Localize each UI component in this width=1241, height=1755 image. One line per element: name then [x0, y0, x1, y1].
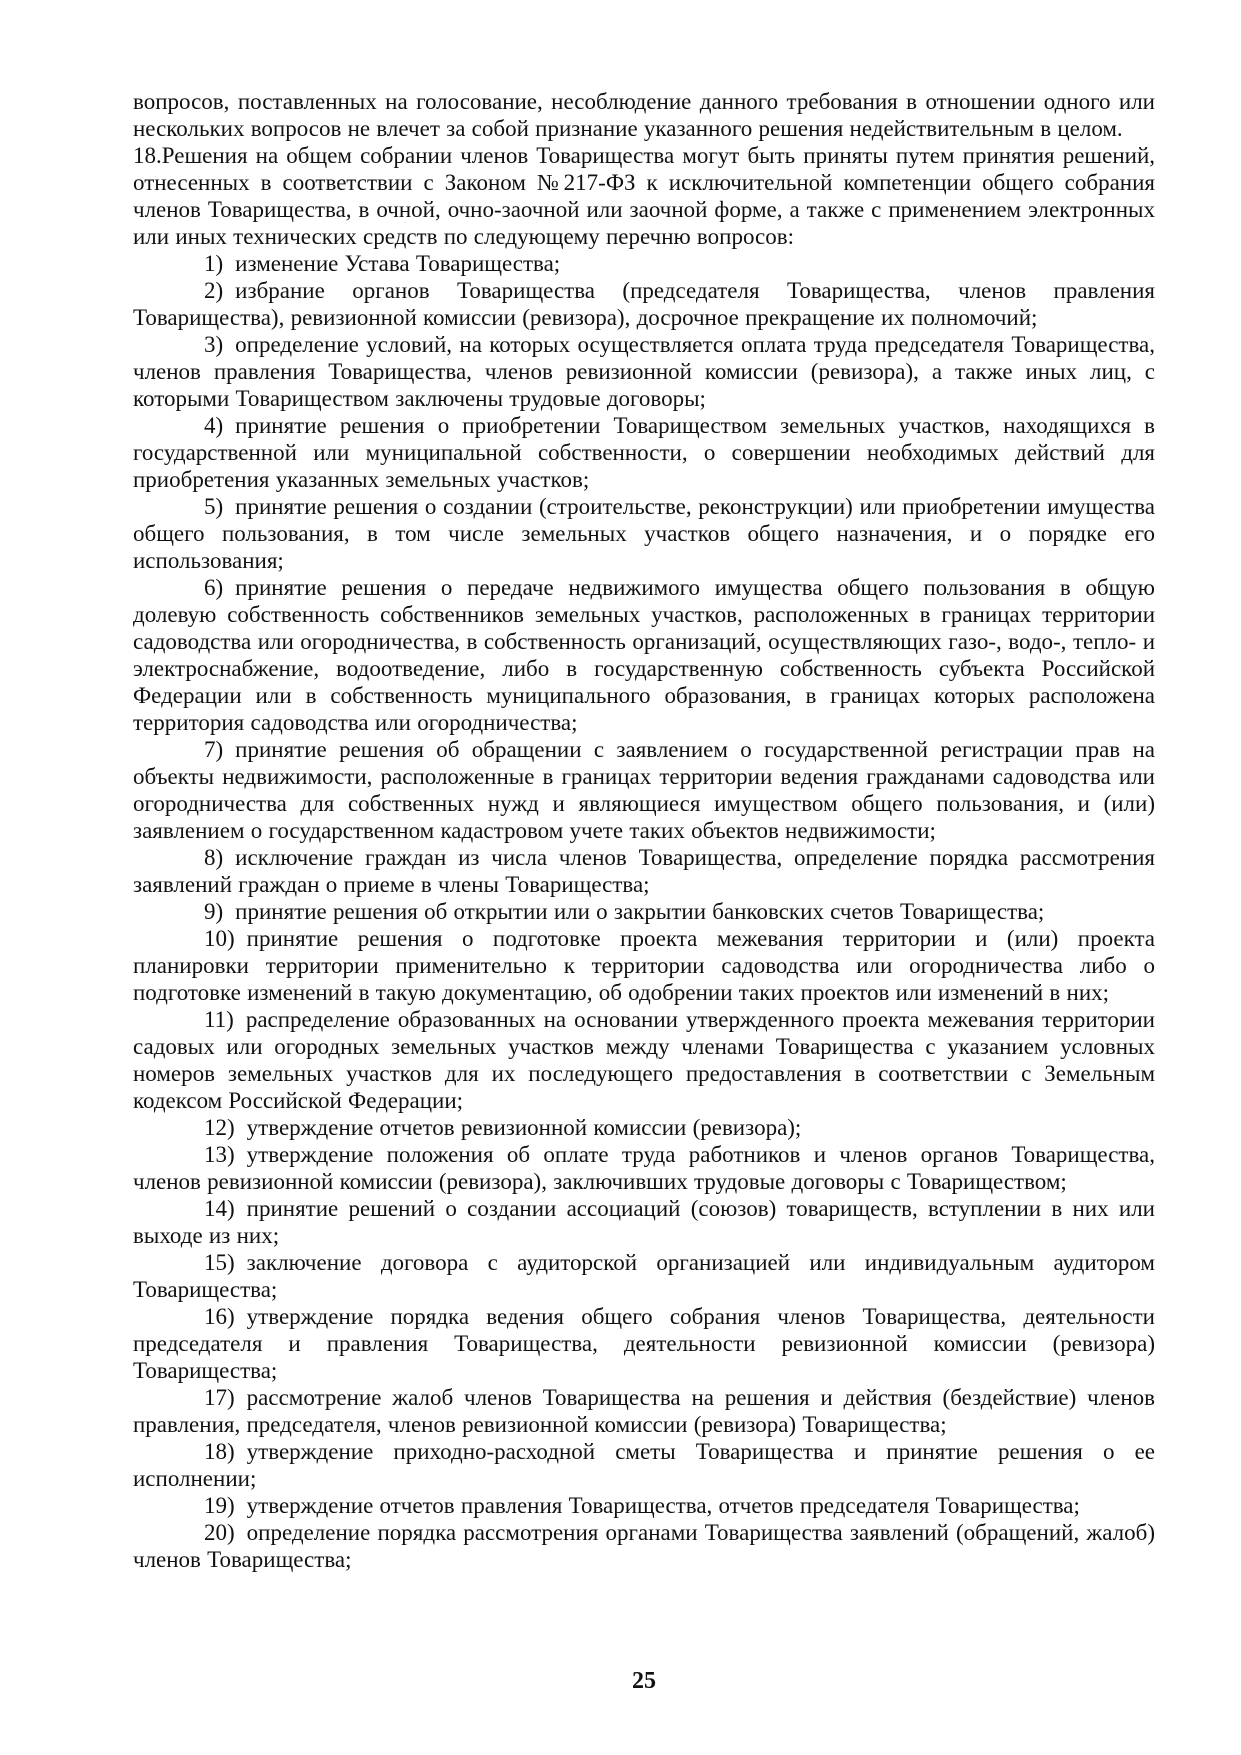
list-item-14: 14) принятие решений о создании ассоциаций (союзов) товариществ, вступлении в них или выходе из них;: [133, 1196, 1155, 1248]
numbered-items-list: [133, 250, 1155, 1573]
list-item-1: 1) изменение Устава Товарищества;: [204, 251, 561, 276]
list-item-4: 4) принятие решения о приобретении Товариществом земельных участков, находящихся в государственной или муниципальной собственности, о совершении необходимых действий для приобретения указанных земельных участков;: [133, 413, 1155, 492]
list-item-16: 16) утверждение порядка ведения общего собрания членов Товарищества, деятельности председателя и правления Товарищества, деятельности ревизионной комиссии (ревизора) Товарищества;: [133, 1304, 1155, 1383]
list-item-20: 20) определение порядка рассмотрения органами Товарищества заявлений (обращений, жалоб) членов Товарищества;: [133, 1520, 1155, 1572]
list-item-8: 8) исключение граждан из числа членов Товарищества, определение порядка рассмотрения заявлений граждан о приеме в члены Товарищества;: [133, 845, 1155, 897]
item-number: 13): [204, 1142, 235, 1167]
item-number: 8): [204, 845, 224, 870]
item-number: 11): [204, 1007, 234, 1032]
item-number: 2): [204, 278, 224, 303]
item-number: 15): [204, 1250, 235, 1275]
list-item-7: 7) принятие решения об обращении с заявлением о государственной регистрации прав на объекты недвижимости, расположенные в границах территории ведения гражданами садоводства или огородничества для собственных нужд и являющиеся имуществом общего пользования, и (или) заявлением о государственном кадастровом учете таких объектов недвижимости;: [133, 737, 1155, 843]
list-item-10: 10) принятие решения о подготовке проекта межевания территории и (или) проекта планировки территории применительно к территории садоводства или огородничества либо о подготовке изменений в такую документацию, об одобрении таких проектов или изменений в них;: [133, 926, 1155, 1005]
list-item-2: 2) избрание органов Товарищества (председателя Товарищества, членов правления Товарищества), ревизионной комиссии (ревизора), досрочное прекращение их полномочий;: [133, 278, 1155, 330]
list-item-3: 3) определение условий, на которых осуществляется оплата труда председателя Товарищества, членов правления Товарищества, членов ревизионной комиссии (ревизора), а также иных лиц, с которыми Товариществом заключены трудовые договоры;: [133, 332, 1155, 411]
item-number: 3): [204, 332, 224, 357]
item-number: 5): [204, 494, 224, 519]
list-item-13: 13) утверждение положения об оплате труда работников и членов органов Товарищества, членов ревизионной комиссии (ревизора), заключивших трудовые договоры с Товариществом;: [133, 1142, 1155, 1194]
item-number: 18): [204, 1439, 235, 1464]
paragraph-voting-continuation: вопросов, поставленных на голосование, несоблюдение данного требования в отношении одного или нескольких вопросов не влечет за собой признание указанного решения недействительным в целом.: [133, 89, 1155, 141]
item-number: 16): [204, 1304, 235, 1329]
list-item-5: 5) принятие решения о создании (строительстве, реконструкции) или приобретении имущества общего пользования, в том числе земельных участков общего назначения, и о порядке его использования;: [133, 494, 1155, 573]
item-number: 14): [204, 1196, 235, 1221]
list-item-6: 6) принятие решения о передаче недвижимого имущества общего пользования в общую долевую собственность собственников земельных участков, расположенных в границах территории садоводства или огородничества, в собственность организаций, осуществляющих газо-, водо-, тепло- и электроснабжение, водоотведение, либо в государственную собственность субъекта Российской Федерации или в собственность муниципального образования, в границах которых расположена территория садоводства или огородничества;: [133, 575, 1155, 735]
item-number: 19): [204, 1493, 235, 1518]
list-item-9: 9) принятие решения об открытии или о закрытии банковских счетов Товарищества;: [204, 899, 1045, 924]
list-item-18: 18) утверждение приходно-расходной сметы Товарищества и принятие решения о ее исполнении;: [133, 1439, 1155, 1491]
list-item-12: 12) утверждение отчетов ревизионной комиссии (ревизора);: [204, 1115, 802, 1140]
list-item-15: 15) заключение договора с аудиторской организацией или индивидуальным аудитором Товарищества;: [133, 1250, 1155, 1302]
item-number: 12): [204, 1115, 235, 1140]
item-number: 17): [204, 1385, 235, 1410]
item-number: 1): [204, 251, 224, 276]
item-number: 10): [204, 926, 235, 951]
document-body: [133, 88, 1155, 1573]
item-number: 6): [204, 575, 224, 600]
page-number: 25: [632, 1668, 656, 1694]
item-number: 4): [204, 413, 224, 438]
list-item-19: 19) утверждение отчетов правления Товарищества, отчетов председателя Товарищества;: [204, 1493, 1080, 1518]
list-item-11: 11) распределение образованных на основании утвержденного проекта межевания территории садовых или огородных земельных участков между членами Товарищества с указанием условных номеров земельных участков для их последующего предоставления в соответствии с Земельным кодексом Российской Федерации;: [133, 1007, 1155, 1113]
item-number: 20): [204, 1520, 235, 1545]
list-item-17: 17) рассмотрение жалоб членов Товарищества на решения и действия (бездействие) членов правления, председателя, членов ревизионной комиссии (ревизора) Товарищества;: [133, 1385, 1155, 1437]
item-number: 7): [204, 737, 224, 762]
item-number: 9): [204, 899, 224, 924]
paragraph-clause-18: 18.Решения на общем собрании членов Товарищества могут быть приняты путем принятия решений, отнесенных в соответствии с Законом №217-ФЗ к исключительной компетенции общего собрания членов Товарищества, в очной, очно-заочной или заочной форме, а также с применением электронных или иных технических средств по следующему перечню вопросов:: [133, 143, 1155, 249]
